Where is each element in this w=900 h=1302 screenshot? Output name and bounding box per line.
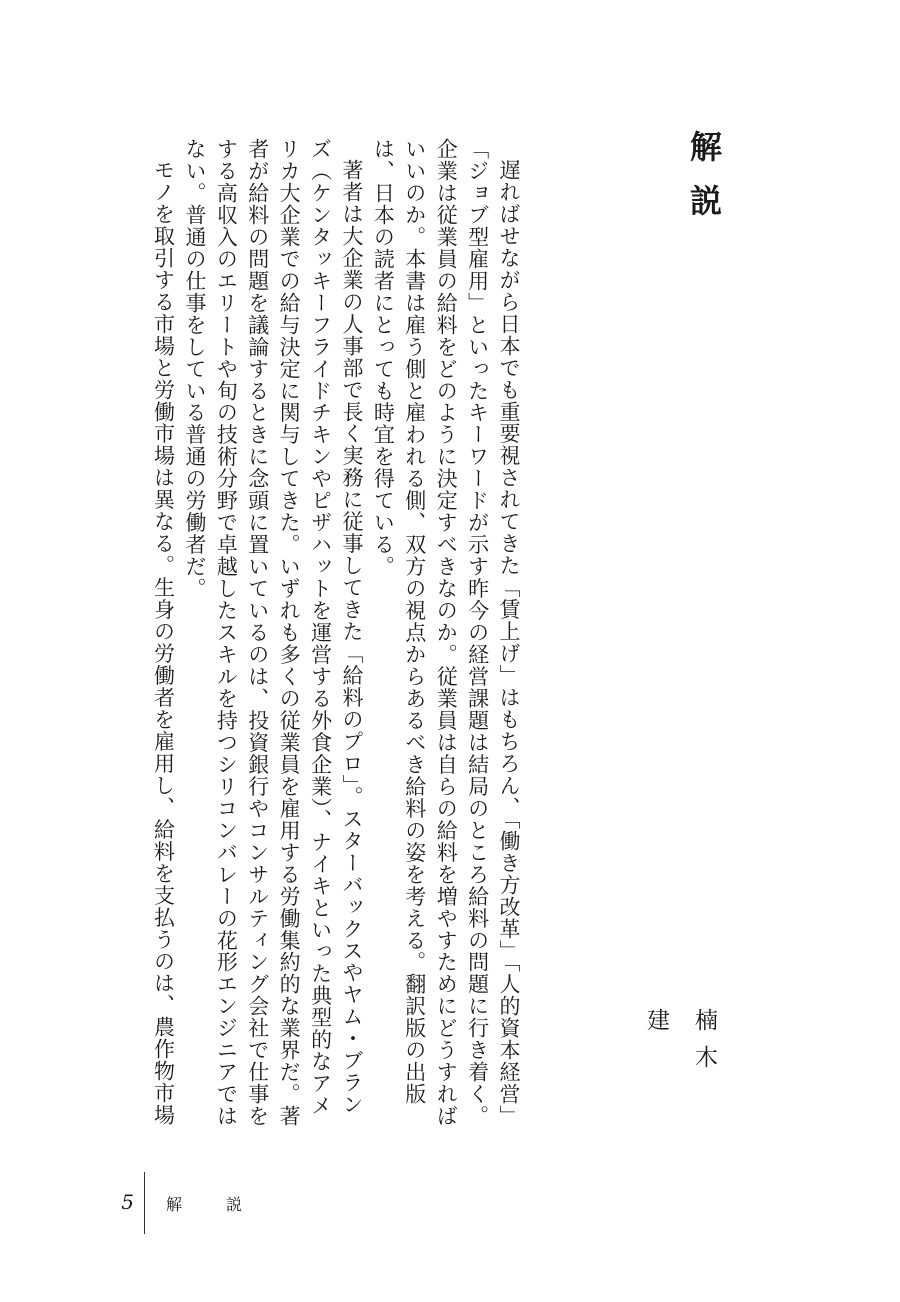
paragraph: 遅ればせながら日本でも重要視されてきた「賃上げ」はもちろん、「働き方改革」「人的資本経営」「ジョブ型雇用」といったキーワードが示す昨今の経営課題は結局のところ給料の問題に行き着く。企業は従業員の給料をどのように決定すべきなのか。従業員は自らの給料を増やすためにどうすればいいのか。本書は雇う側と雇われる側、双方の視点からあるべき給料の姿を考える。翻訳版の出版は、日本の読者にとっても時宜を得ている。 [371, 138, 521, 1128]
paragraph: モノを取引する市場と労働市場は異なる。生身の労働者を雇用し、給料を支払うのは、農作物市場 [151, 159, 176, 1127]
running-title: 解 説 [166, 1195, 257, 1214]
page-number: 5 [121, 1190, 134, 1214]
page-title: 解説 [685, 130, 723, 238]
body-text [84, 138, 524, 1128]
author-name: 楠木 建 [643, 1008, 717, 1082]
footer-divider [144, 1172, 145, 1234]
paragraph: 著者は大企業の人事部で長く実務に従事してきた「給料のプロ」。スターバックスやヤム・ブランズ（ケンタッキーフライドチキンやピザハットを運営する外食企業）、ナイキといった典型的なアメリカ大企業での給与決定に関与してきた。いずれも多くの従業員を雇用する労働集約的な業界だ。著者が給料の問題を議論するときに念頭に置いているのは、投資銀行やコンサルティング会社で仕事をする高収入のエリートや旬の技術分野で卓越したスキルを持つシリコンバレーの花形エンジニアではない。普通の仕事をしている普通の労働者だ。 [182, 138, 364, 1128]
